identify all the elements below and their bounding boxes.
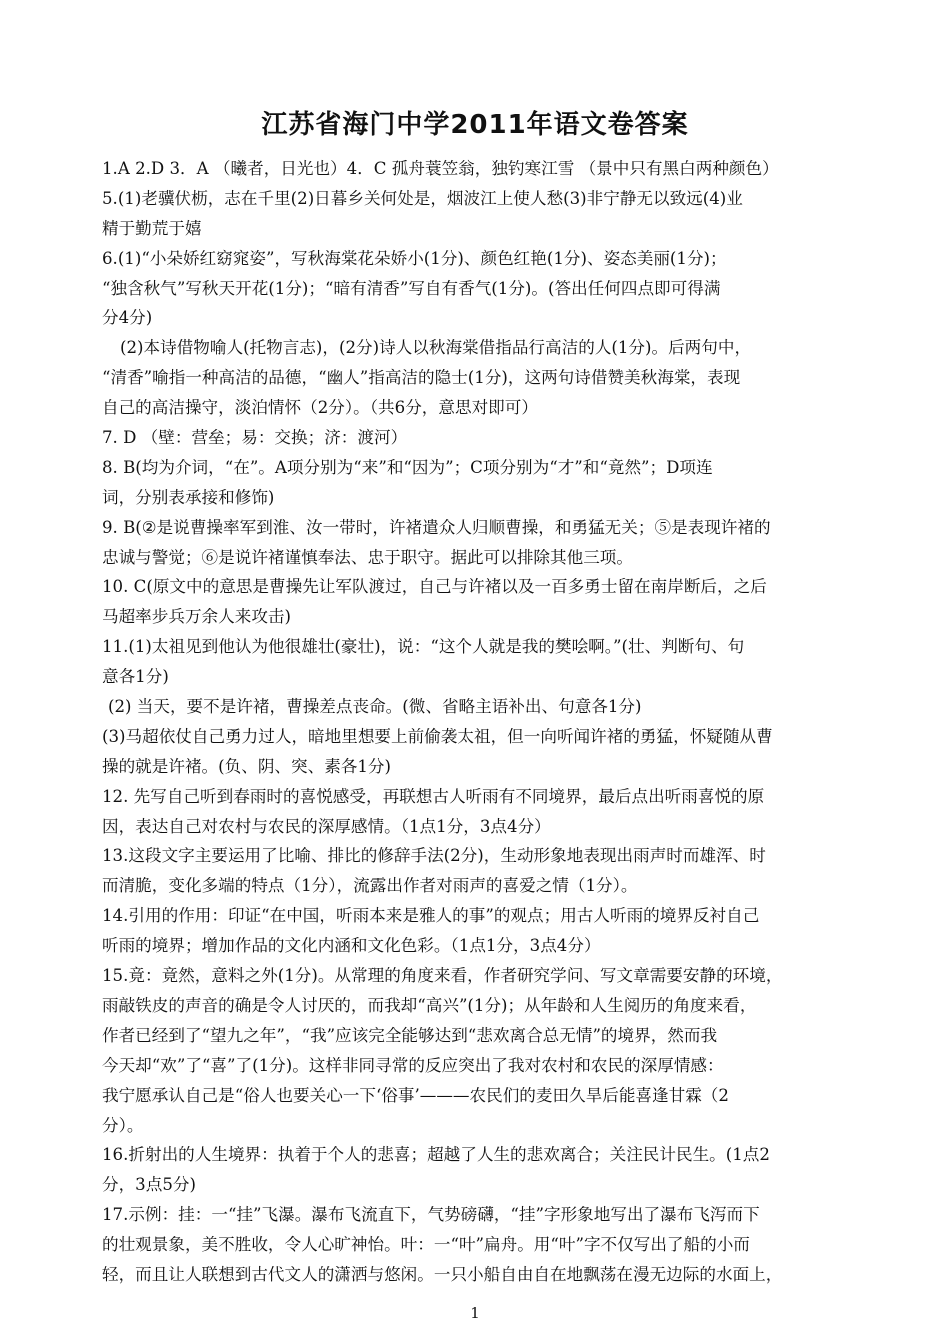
text-line: 1.A 2.D 3．A （曦者，日光也）4．C 孤舟蓑笠翁，独钓寒江雪 （景中只有黑白两种颜色） (102, 159, 779, 178)
text-line: 16.折射出的人生境界：执着于个人的悲喜；超越了人生的悲欢离合；关注民计民生。(1点2 (102, 1145, 770, 1165)
text-line: 9. B(②是说曹操率军到淮、汝一带时，许褚遣众人归顺曹操，和勇猛无关；⑤是表现许褚的 (102, 517, 771, 537)
text-line: 精于勤荒于嬉 (102, 218, 202, 238)
text-line: 自己的高洁操守，淡泊情怀（2分）。（共6分，意思对即可） (102, 398, 538, 418)
text-line: 分4分) (102, 308, 153, 328)
text-line: 8. B(均为介词，“在”。A项分别为“来”和“因为”；C项分别为“才”和“竟然”；D项连 (102, 457, 713, 477)
text-line: 雨敲铁皮的声音的确是令人讨厌的，而我却“高兴”(1分)；从年龄和人生阅历的角度来看， (102, 995, 757, 1015)
text-line: 作者已经到了“望九之年”，“我”应该完全能够达到“悲欢离合总无情”的境界，然而我 (102, 1025, 718, 1045)
text-line: 15.竟：竟然，意料之外(1分)。从常理的角度来看，作者研究学问、写文章需要安静的环境， (102, 966, 783, 986)
text-line: 13.这段文字主要运用了比喻、排比的修辞手法(2分)，生动形象地表现出雨声时而雄浑、时 (102, 846, 766, 866)
text-line: 而清脆，变化多端的特点（1分），流露出作者对雨声的喜爱之情（1分）。 (102, 876, 638, 896)
text-line: 马超率步兵万余人来攻击) (102, 607, 292, 627)
text-line: 10. C(原文中的意思是曹操先让军队渡过，自己与许褚以及一百多勇士留在南岸断后，之后 (102, 577, 767, 597)
text-line: 听雨的境界；增加作品的文化内涵和文化色彩。（1点1分，3点4分） (102, 936, 601, 956)
text-line: “清香”喻指一种高洁的品德，“幽人”指高洁的隐士(1分)，这两句诗借赞美秋海棠，表现 (102, 368, 741, 388)
text-line: 12. 先写自己听到春雨时的喜悦感受，再联想古人听雨有不同境界，最后点出听雨喜悦的原 (102, 786, 765, 806)
text-line: 分）。 (102, 1115, 144, 1135)
text-line: 分，3点5分) (102, 1175, 196, 1195)
text-line: 6.(1)“小朵娇红窈窕姿”，写秋海棠花朵娇小(1分)、颜色红艳(1分)、姿态美丽(1分)； (102, 248, 727, 268)
text-line: 词，分别表承接和修饰) (102, 487, 275, 507)
text-line: 17.示例：挂：一“挂”飞瀑。瀑布飞流直下，气势磅礴，“挂”字形象地写出了瀑布飞泻而下 (102, 1205, 760, 1225)
text-line: 忠诚与警觉；⑥是说许褚谨慎奉法、忠于职守。据此可以排除其他三项。 (102, 547, 633, 567)
text-line: (3)马超依仗自己勇力过人，暗地里想要上前偷袭太祖，但一向听闻许褚的勇猛，怀疑随从曹 (102, 726, 773, 746)
text-line: 意各1分) (102, 667, 169, 687)
text-line: 因，表达自己对农村与农民的深厚感情。（1点1分，3点4分） (102, 816, 551, 836)
text-line: 11.(1)太祖见到他认为他很雄壮(豪壮)，说：“这个人就是我的樊哙啊。”(壮、判断句、句 (102, 637, 745, 657)
text-line: 今天却“欢”了“喜”了(1分)。这样非同寻常的反应突出了我对农村和农民的深厚情感： (102, 1055, 724, 1075)
text-line: “独含秋气”写秋天开花(1分)；“暗有清香”写自有香气(1分)。(答出任何四点即可得满 (102, 278, 721, 298)
answer-body (102, 154, 872, 1290)
text-line: 的壮观景象，美不胜收，令人心旷神怡。叶：一“叶”扁舟。用“叶”字不仅写出了船的小而 (102, 1235, 750, 1255)
text-line: 14.引用的作用：印证“在中国，听雨本来是雅人的事”的观点；用古人听雨的境界反衬自己 (102, 906, 760, 926)
text-line: 7. D （壁：营垒；易：交换；济：渡河） (102, 428, 408, 448)
text-line: 操的就是许褚。(负、阴、突、素各1分) (102, 756, 392, 776)
page-title: 江苏省海门中学2011年语文卷答案 (261, 110, 689, 140)
text-line: 5.(1)老骥伏枥，志在千里(2)日暮乡关何处是，烟波江上使人愁(3)非宁静无以致远(4)业 (102, 188, 743, 208)
text-line: 轻，而且让人联想到古代文人的潇洒与悠闲。一只小船自由自在地飘荡在漫无边际的水面上， (102, 1264, 783, 1284)
text-line: 我宁愿承认自己是“俗人也要关心一下‘俗事’———农民们的麦田久旱后能喜逢甘霖（2 (102, 1085, 729, 1105)
text-line: (2)本诗借物喻人(托物言志)，(2分)诗人以秋海棠借指品行高洁的人(1分)。后两句中， (120, 338, 752, 358)
page-number: 1 (470, 1304, 480, 1322)
text-line: (2) 当天，要不是许褚，曹操差点丧命。(微、省略主语补出、句意各1分) (108, 697, 642, 717)
